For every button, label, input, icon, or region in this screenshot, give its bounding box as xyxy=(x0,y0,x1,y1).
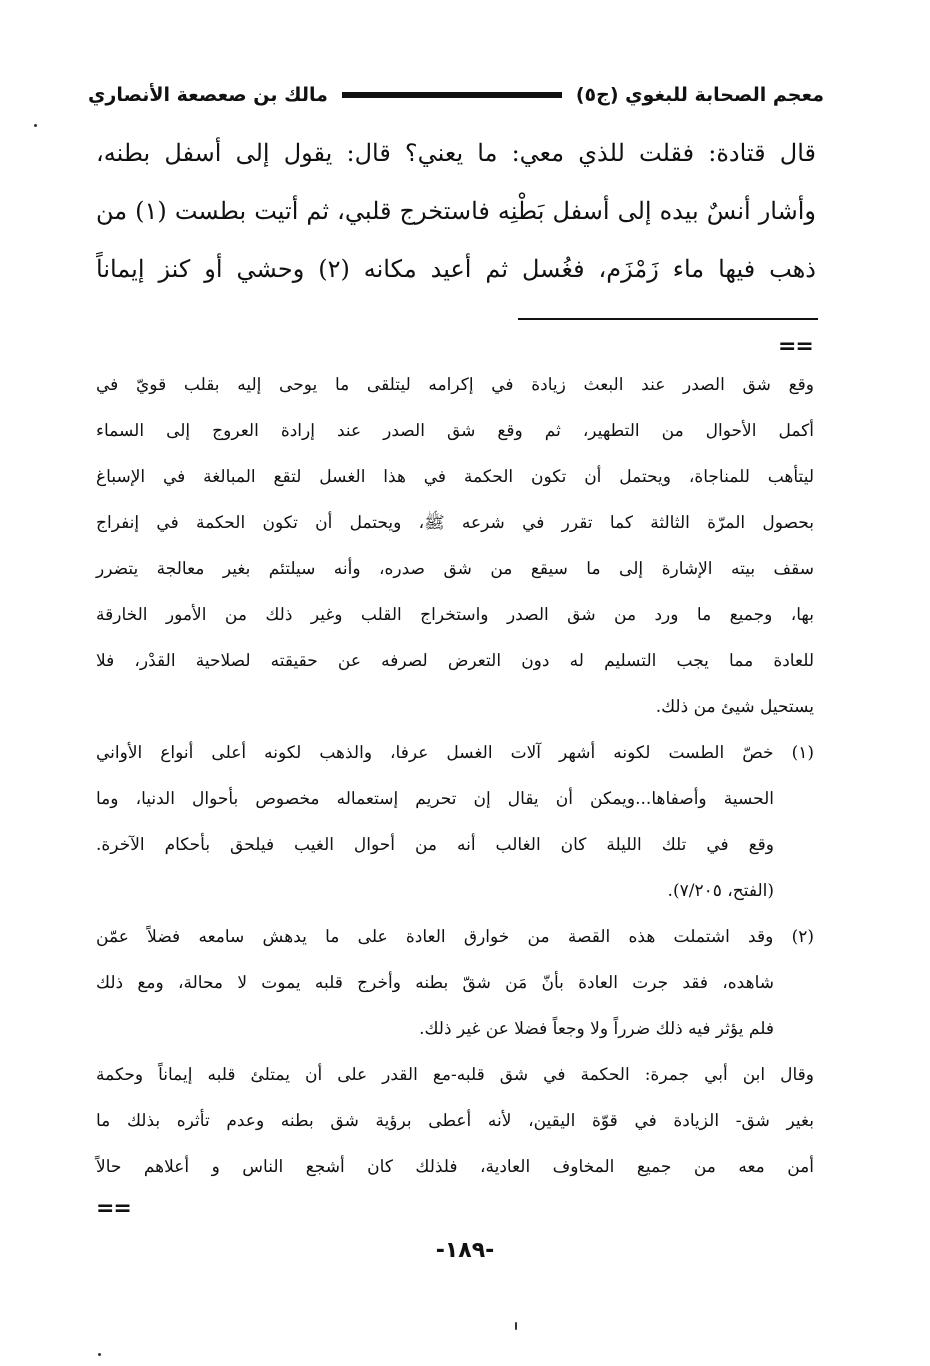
header-rule xyxy=(342,92,562,98)
footnote-line: أكمل الأحوال من التطهير، ثم وقع شق الصدر عند إرادة العروج إلى السماء xyxy=(96,421,814,441)
footnote-line: ليتأهب للمناجاة، ويحتمل أن تكون الحكمة في هذا الغسل لتقع المبالغة في الإسباغ xyxy=(96,467,814,487)
scan-speck xyxy=(98,1353,101,1356)
footnote-line: (٢) وقد اشتملت هذه القصة من خوارق العادة على ما يدهش سامعه فضلاً عمّن xyxy=(96,927,814,947)
continuation-mark-bottom: == xyxy=(96,1196,131,1221)
continuation-mark-top: == xyxy=(778,334,813,359)
footnote-continuation xyxy=(96,362,814,730)
footnote-line: وقع في تلك الليلة كان الغالب أنه من أحوال الغيب فيلحق بأحكام الآخرة. xyxy=(96,835,774,855)
scan-speck xyxy=(515,1322,517,1330)
footnote-line: فلم يؤثر فيه ذلك ضرراً ولا وجعاً فضلا عن غير ذلك. xyxy=(419,1019,774,1039)
footnote-separator xyxy=(518,318,818,320)
footnote-line: شاهده، فقد جرت العادة بأنّ مَن شقّ بطنه وأخرج قلبه يموت لا محالة، ومع ذلك xyxy=(96,973,774,993)
footnote-line: (١) خصّ الطست لكونه أشهر آلات الغسل عرفا، والذهب لكونه أعلى أنواع الأواني xyxy=(96,743,814,763)
running-header xyxy=(88,78,824,112)
footnote-2 xyxy=(96,914,814,1052)
footnote-line: الحسية وأصفاها...ويمكن أن يقال إن تحريم إستعماله مخصوص بأحوال الدنيا، وما xyxy=(96,789,774,809)
header-section-title: مالك بن صعصعة الأنصاري xyxy=(88,84,328,106)
footnote-line: بغير شق- الزيادة في قوّة اليقين، لأنه أعطى برؤية شق بطنه وعدم تأثره بذلك ما xyxy=(96,1111,814,1131)
footnote-line: بحصول المرّة الثالثة كما تقرر في شرعه ﷺ، ويحتمل أن تكون الحكمة في إنفراج xyxy=(96,513,814,533)
footnote-line: بها، وجميع ما ورد من شق الصدر واستخراج القلب وغير ذلك من الأمور الخارقة xyxy=(96,605,814,625)
page-number: -١٨٩- xyxy=(435,1238,495,1263)
header-book-title: معجم الصحابة للبغوي (ج٥) xyxy=(575,84,824,106)
footnote-line: وقال ابن أبي جمرة: الحكمة في شق قلبه-مع القدر على أن يمتلئ قلبه إيماناً وحكمة xyxy=(96,1065,814,1085)
main-text xyxy=(96,124,816,298)
footnote-line: يستحيل شيئ من ذلك. xyxy=(655,697,814,717)
main-line: ذهب فيها ماء زَمْزَم، فغُسل ثم أعيد مكانه (٢) وحشي أو كنز إيماناً xyxy=(96,255,816,283)
footnote-line: للعادة مما يجب التسليم له دون التعرض لصرفه عن حقيقته لصلاحية القدْر، فلا xyxy=(96,651,814,671)
footnote-1 xyxy=(96,730,814,914)
footnote-line: أمن معه من جميع المخاوف العادية، فلذلك كان أشجع الناس و أعلاهم حالاً xyxy=(96,1157,814,1177)
scan-speck xyxy=(34,124,37,127)
footnotes xyxy=(96,362,814,1190)
main-line: قال قتادة: فقلت للذي معي: ما يعني؟ قال: يقول إلى أسفل بطنه، xyxy=(96,139,816,167)
footnote-2-quote xyxy=(96,1052,814,1190)
footnote-line: (الفتح، ٧/٢٠٥). xyxy=(667,881,774,901)
footnote-line: سقف بيته الإشارة إلى ما سيقع من شق صدره، وأنه سيلتئم بغير معالجة يتضرر xyxy=(96,559,814,579)
footnote-line: وقع شق الصدر عند البعث زيادة في إكرامه ليتلقى ما يوحى إليه بقلب قويّ في xyxy=(96,375,814,395)
main-line: وأشار أنسٌ بيده إلى أسفل بَطْنِه فاستخرج قلبي، ثم أتيت بطست (١) من xyxy=(96,197,816,225)
